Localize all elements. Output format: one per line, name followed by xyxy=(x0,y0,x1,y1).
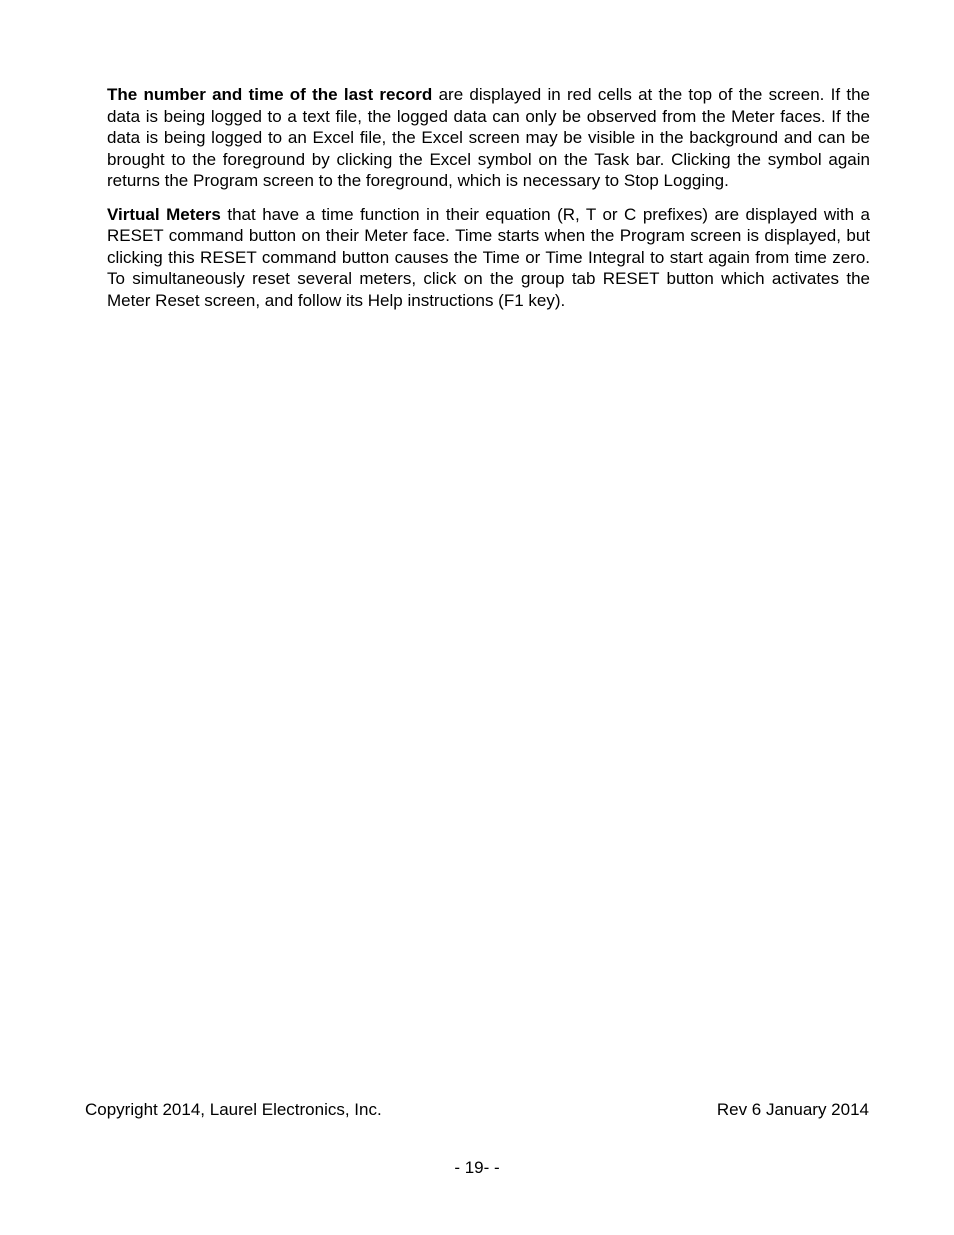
page-number: - 19- - xyxy=(454,1158,500,1177)
paragraph-last-record xyxy=(107,84,870,192)
document-body xyxy=(107,84,870,323)
paragraph-text-virtual-meters: that have a time function in their equation (R, T or C prefixes) are displayed with a RESET command button on their Meter face. Time starts when the Program screen is displayed, but clicking this RESET command button causes the Time or Time Integral to start again from time zero. To simultaneously reset several meters, click on the group tab RESET button which activates the Meter Reset screen, and follow its Help instructions (F1 key). xyxy=(107,204,871,310)
revision-text: Rev 6 January 2014 xyxy=(716,1100,869,1119)
paragraph-text-last-record: are displayed in red cells at the top of the screen. If the data is being logged to a text file, the logged data can only be observed from the Meter faces. If the data is being logged to an Excel file, the Excel screen may be visible in the background and can be brought to the foreground by clicking the Excel symbol on the Task bar. Clicking the symbol again returns the Program screen to the foreground, which is necessary to Stop Logging. xyxy=(107,85,870,190)
paragraph-lead-virtual-meters: Virtual Meters xyxy=(107,204,221,224)
copyright-text: Copyright 2014, Laurel Electronics, Inc. xyxy=(85,1100,382,1119)
paragraph-lead-last-record: The number and time of the last record xyxy=(107,85,433,104)
paragraph-virtual-meters xyxy=(107,204,870,312)
